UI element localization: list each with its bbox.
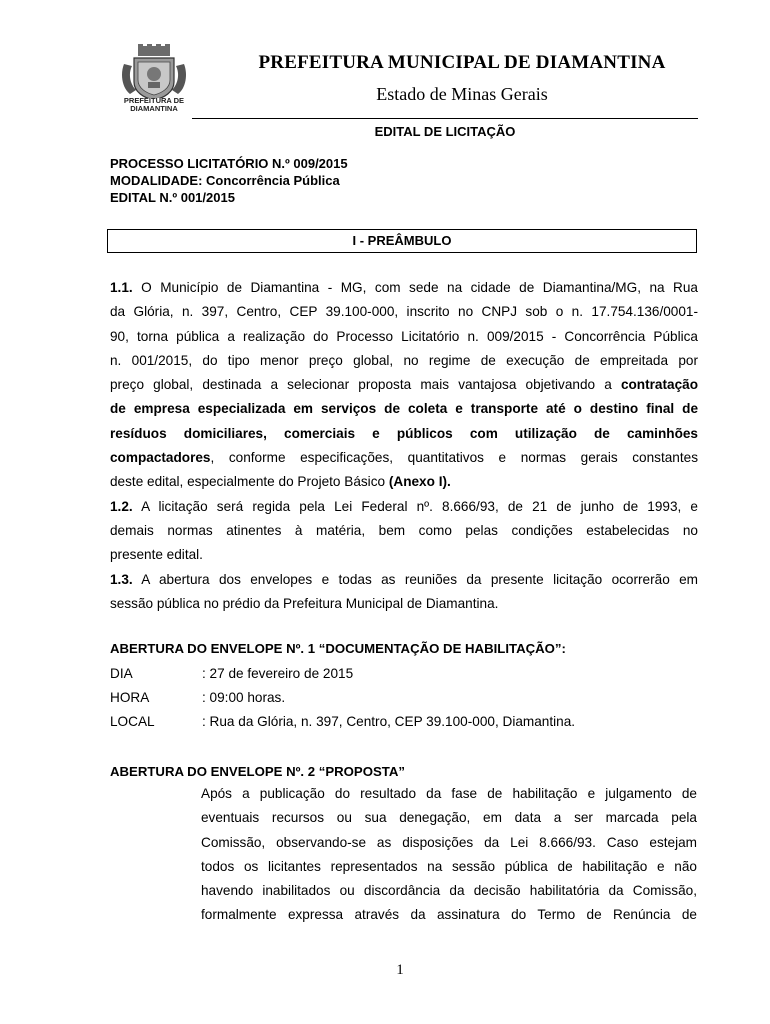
paragraph-line: demais normas atinentes à matéria, bem como pelas condições estabelecidas no [110,522,698,538]
paragraph-line: compactadores, conforme especificações, quantitativos e normas gerais constantes [110,450,698,466]
section-title-preambulo: I - PREÂMBULO [107,229,697,253]
paragraph-line: da Glória, n. 397, Centro, CEP 39.100-000, inscrito no CNPJ sob o n. 17.754.136/0001- [110,304,698,320]
document-title: EDITAL DE LICITAÇÃO [374,124,516,139]
paragraph-line: sessão pública no prédio da Prefeitura Municipal de Diamantina. [110,595,499,611]
schedule-value: : 09:00 horas. [202,690,286,705]
municipality-title: PREFEITURA MUNICIPAL DE DIAMANTINA [258,52,666,73]
paragraph-line: todos os licitantes representados na sessão pública de habilitação e não [201,858,697,874]
edital-number: EDITAL N.º 001/2015 [110,190,235,205]
process-info [110,155,690,206]
paragraph-line: 90, torna pública a realização do Processo Licitatório n. 009/2015 - Concorrência Pública [110,328,698,344]
paragraph-line: deste edital, especialmente do Projeto Básico (Anexo I). [110,474,451,490]
paragraph-line: resíduos domiciliares, comerciais e públicos com utilização de caminhões [110,425,698,441]
paragraph-line: Comissão, observando-se as disposições da Lei 8.666/93. Caso estejam [201,834,697,850]
envelope-1-title: ABERTURA DO ENVELOPE Nº. 1 “DOCUMENTAÇÃO DE HABILITAÇÃO”: [110,641,566,656]
clause-number: 1.1. [110,280,133,295]
preamble-body [110,276,698,616]
paragraph-line: presente edital. [110,547,203,563]
clause-number: 1.2. [110,498,133,514]
paragraph-line: eventuais recursos ou sua denegação, em data a ser marcada pela [201,810,697,826]
envelope-2-title: ABERTURA DO ENVELOPE Nº. 2 “PROPOSTA” [110,764,405,779]
state-subtitle: Estado de Minas Gerais [376,84,548,104]
clause-number: 1.3. [110,571,133,587]
schedule-label: LOCAL [110,714,155,729]
logo-text: PREFEITURA DE DIAMANTINA [123,96,185,113]
paragraph-line: havendo inabilitados ou discordância da decisão habilitatória da Comissão, [201,883,697,899]
schedule-value: : 27 de fevereiro de 2015 [202,666,354,681]
paragraph-line: de empresa especializada em serviços de coleta e transporte até o destino final de [110,401,698,417]
paragraph-line: 1.3. A abertura dos envelopes e todas as reuniões da presente licitação ocorrerão em [110,571,698,587]
schedule-label: DIA [110,666,133,681]
schedule-label: HORA [110,690,150,705]
paragraph-line: 1.1. O Município de Diamantina - MG, com sede na cidade de Diamantina/MG, na Rua [110,280,698,295]
process-modality: MODALIDADE: Concorrência Pública [110,173,340,188]
paragraph-line: 1.2. A licitação será regida pela Lei Federal nº. 8.666/93, de 21 de junho de 1993, e [110,498,698,514]
schedule-value: : Rua da Glória, n. 397, Centro, CEP 39.100-000, Diamantina. [202,714,576,729]
header-divider [192,118,698,119]
process-number: PROCESSO LICITATÓRIO N.º 009/2015 [110,156,348,171]
envelope-2-body [201,782,697,928]
paragraph-line: formalmente expressa através da assinatura do Termo de Renúncia de [201,907,697,923]
page-number: 1 [396,962,404,978]
paragraph-line: n. 001/2015, do tipo menor preço global, no regime de execução de empreitada por [110,352,698,368]
paragraph-line: preço global, destinada a selecionar proposta mais vantajosa objetivando a contratação [110,377,698,393]
coat-of-arms-logo [118,44,190,116]
paragraph-line: Após a publicação do resultado da fase de habilitação e julgamento de [201,786,697,801]
